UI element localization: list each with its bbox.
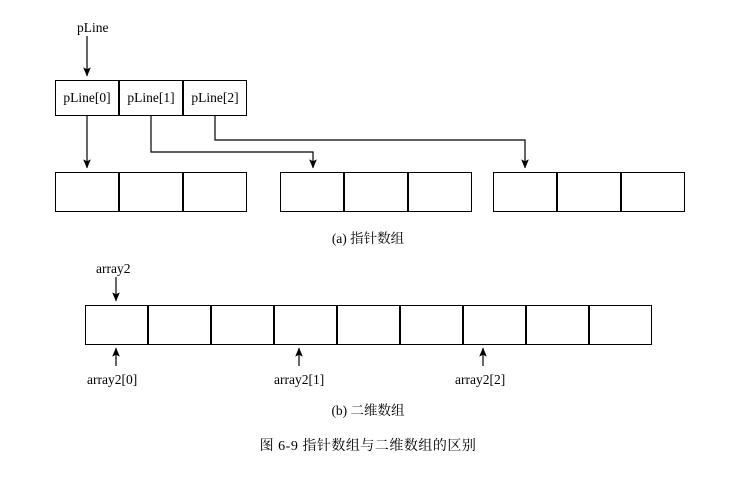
array2-cell-7 (526, 305, 589, 345)
array2-cell-8 (589, 305, 652, 345)
array2-cell-6 (463, 305, 526, 345)
array2-index-label-0: array2[0] (87, 372, 138, 387)
row2-cell-2 (408, 172, 472, 212)
arrow-cell1-to-row2 (151, 116, 313, 168)
row2-cell-1 (344, 172, 408, 212)
array2-cell-4 (337, 305, 400, 345)
array2-cell-3 (274, 305, 337, 345)
array2-cell-1 (148, 305, 211, 345)
pline-array-cell-2 (183, 80, 247, 116)
pline-pointer-label: pLine (77, 20, 109, 35)
row3-cell-2 (621, 172, 685, 212)
row3-cell-0 (493, 172, 557, 212)
array2-cell-0 (85, 305, 148, 345)
array2-index-label-2: array2[2] (455, 372, 506, 387)
row1-cell-1 (119, 172, 183, 212)
array2-top-label: array2 (96, 261, 131, 276)
pline-array-cell-0 (55, 80, 119, 116)
pline-array-cell-1-label: pLine[1] (127, 90, 175, 105)
caption-b: (b) 二维数组 (331, 403, 405, 418)
array2-cell-5 (400, 305, 463, 345)
row1-cell-2 (183, 172, 247, 212)
row1-cell-0 (55, 172, 119, 212)
arrow-cell2-to-row3 (215, 116, 525, 168)
pline-array-cell-1 (119, 80, 183, 116)
array2-cell-2 (211, 305, 274, 345)
row2-cell-0 (280, 172, 344, 212)
row3-cell-1 (557, 172, 621, 212)
pline-array-cell-0-label: pLine[0] (63, 90, 111, 105)
caption-a: (a) 指针数组 (331, 231, 405, 246)
figure-title: 图 6-9 指针数组与二维数组的区别 (259, 439, 477, 454)
pline-array-cell-2-label: pLine[2] (191, 90, 239, 105)
array2-index-label-1: array2[1] (274, 372, 325, 387)
